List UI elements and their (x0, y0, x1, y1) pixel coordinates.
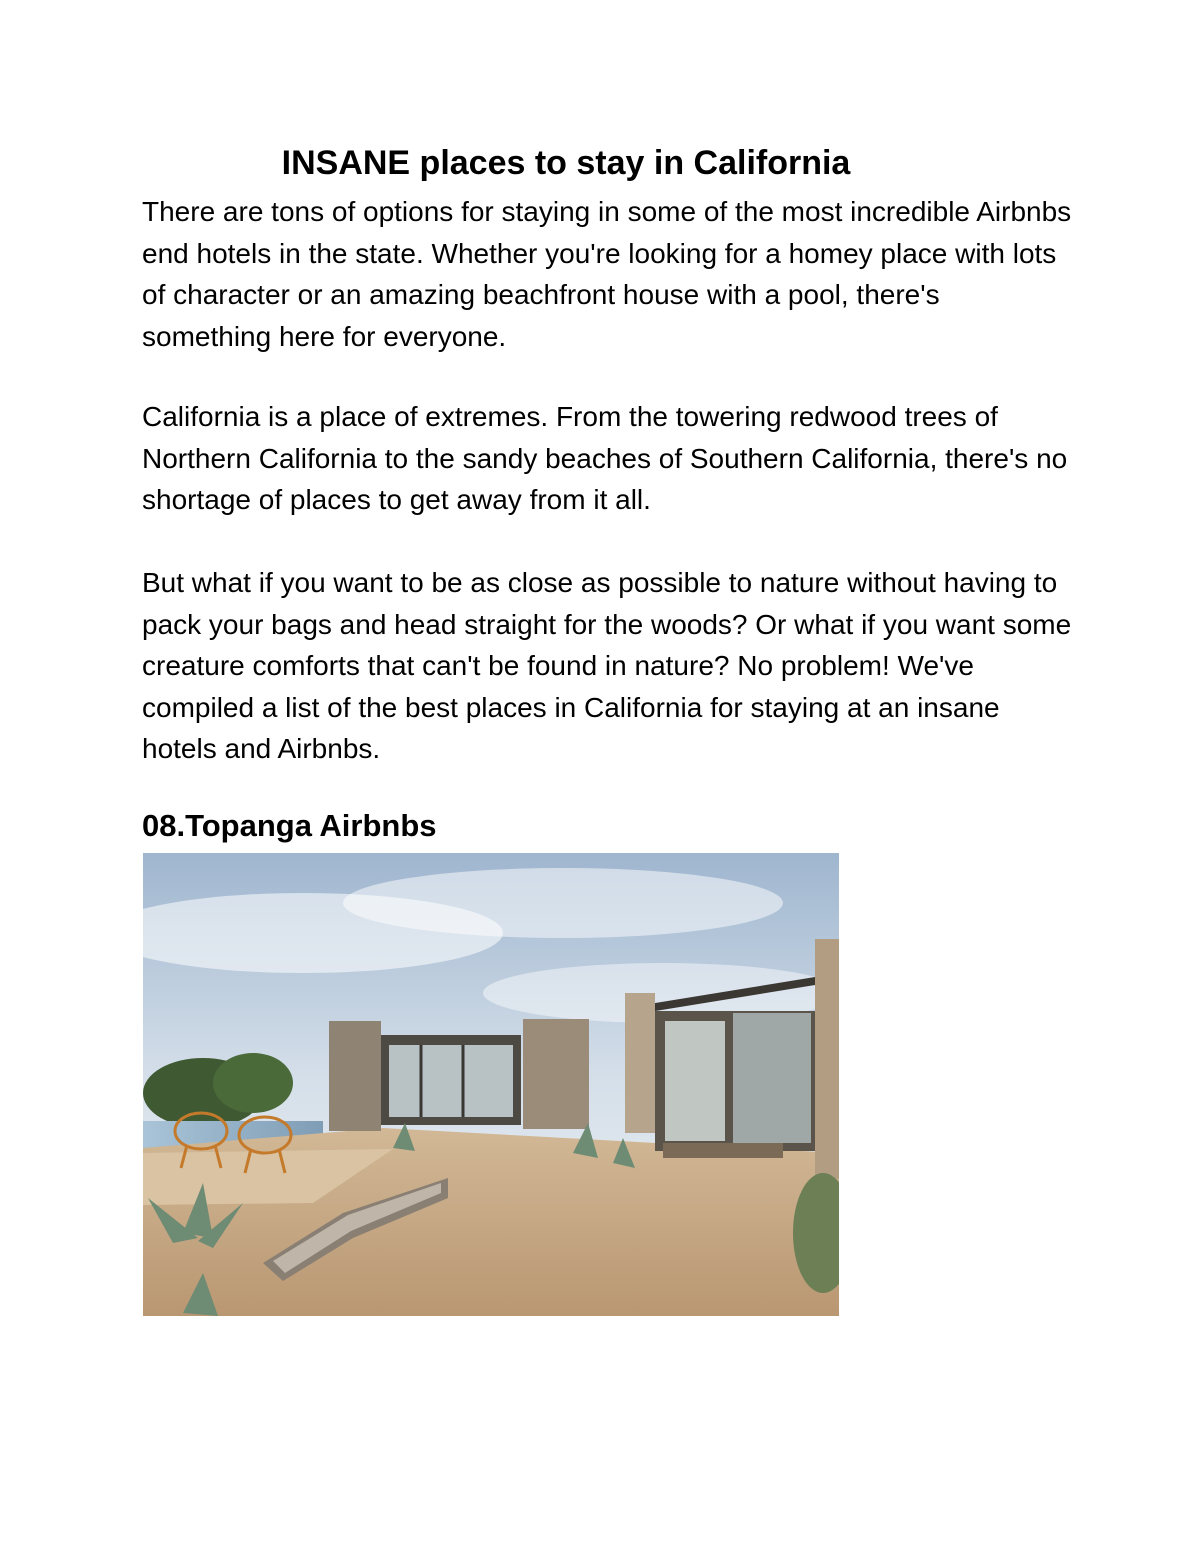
section-heading-topanga: 08.Topanga Airbnbs (142, 808, 437, 843)
modern-house-photo (143, 853, 839, 1316)
paragraph-intro: There are tons of options for staying in some of the most incredible Airbnbs end hotels in the state. Whether you're looking for a homey place with lots of character or an amazing beachfront house with a pool, there's something here for everyone. (142, 196, 1072, 352)
paragraph-extremes: California is a place of extremes. From the towering redwood trees of Northern California to the sandy beaches of Southern California, there's no shortage of places to get away from it all. (142, 401, 1068, 515)
document-title: INSANE places to stay in California (281, 144, 851, 182)
paragraph-nature: But what if you want to be as close as possible to nature without having to pack your bags and head straight for the woods? Or what if you want some creature comforts that can't be found in nature? No problem! We've compiled a list of the best places in California for staying at an insane hotels and Airbnbs. (142, 567, 1072, 764)
